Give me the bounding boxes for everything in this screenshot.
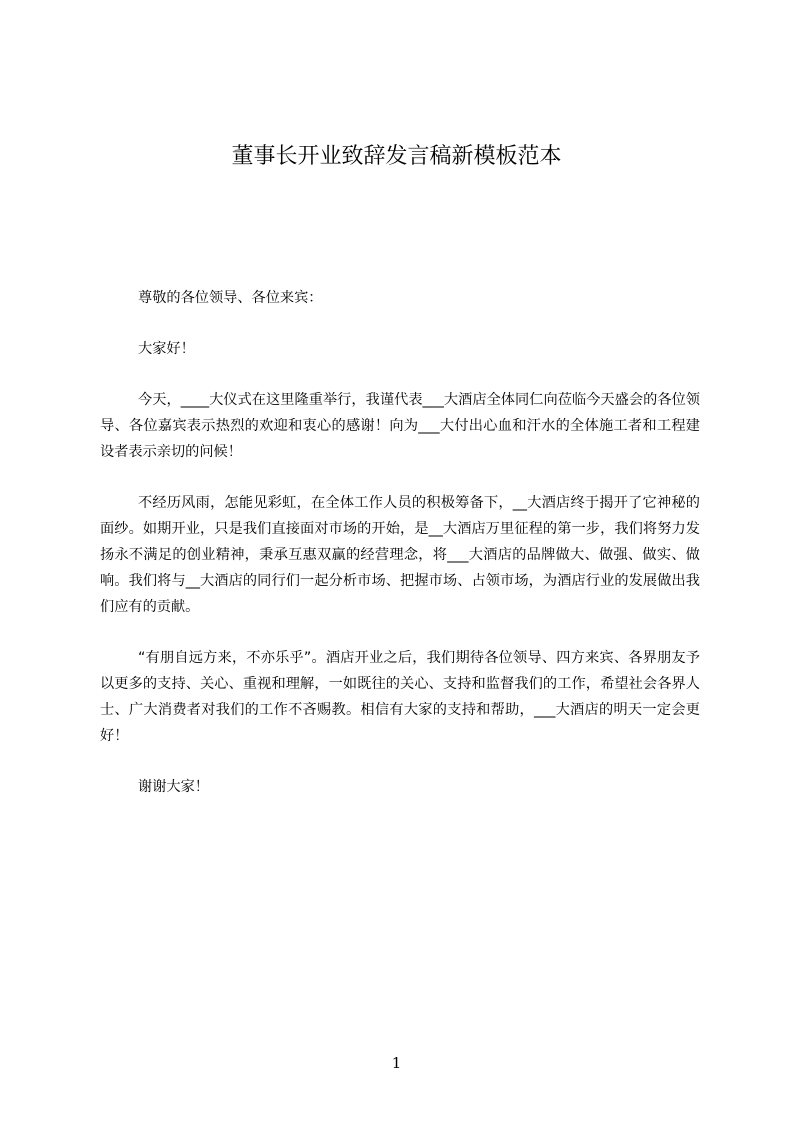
opening-paragraph: 今天，____大仪式在这里隆重举行，我谨代表___大酒店全体同仁向莅临今天盛会的各位领导、各位嘉宾表示热烈的欢迎和衷心的感谢！向为___大付出心血和汗水的全体施工者和工程建设者表示亲切的问候！ bbox=[100, 392, 700, 460]
salutation-paragraph: 尊敬的各位领导、各位来宾： bbox=[138, 290, 323, 306]
document-body bbox=[100, 285, 700, 825]
support-paragraph: “有朋自远方来，不亦乐乎”。酒店开业之后，我们期待各位领导、四方来宾、各界朋友予以更多的支持、关心、重视和理解，一如既往的关心、支持和监督我们的工作，希望社会各界人士、广大消费者对我们的工作不吝赐教。相信有大家的支持和帮助，___大酒店的明天一定会更好！ bbox=[100, 650, 700, 744]
document-title: 董事长开业致辞发言稿新模板范本 bbox=[231, 144, 562, 169]
vision-paragraph: 不经历风雨，怎能见彩虹，在全体工作人员的积极筹备下，__大酒店终于揭开了它神秘的面纱。如期开业，只是我们直接面对市场的开始，是__大酒店万里征程的第一步，我们将努力发扬永不满足的创业精神，秉承互惠双赢的经营理念，将___大酒店的品牌做大、做强、做实、做响。我们将与__大酒店的同行们一起分析市场、把握市场、占领市场，为酒店行业的发展做出我们应有的贡献。 bbox=[100, 495, 700, 615]
closing-paragraph: 谢谢大家！ bbox=[138, 779, 209, 795]
page-number: 1 bbox=[391, 1054, 402, 1072]
greeting-paragraph: 大家好！ bbox=[138, 341, 195, 357]
